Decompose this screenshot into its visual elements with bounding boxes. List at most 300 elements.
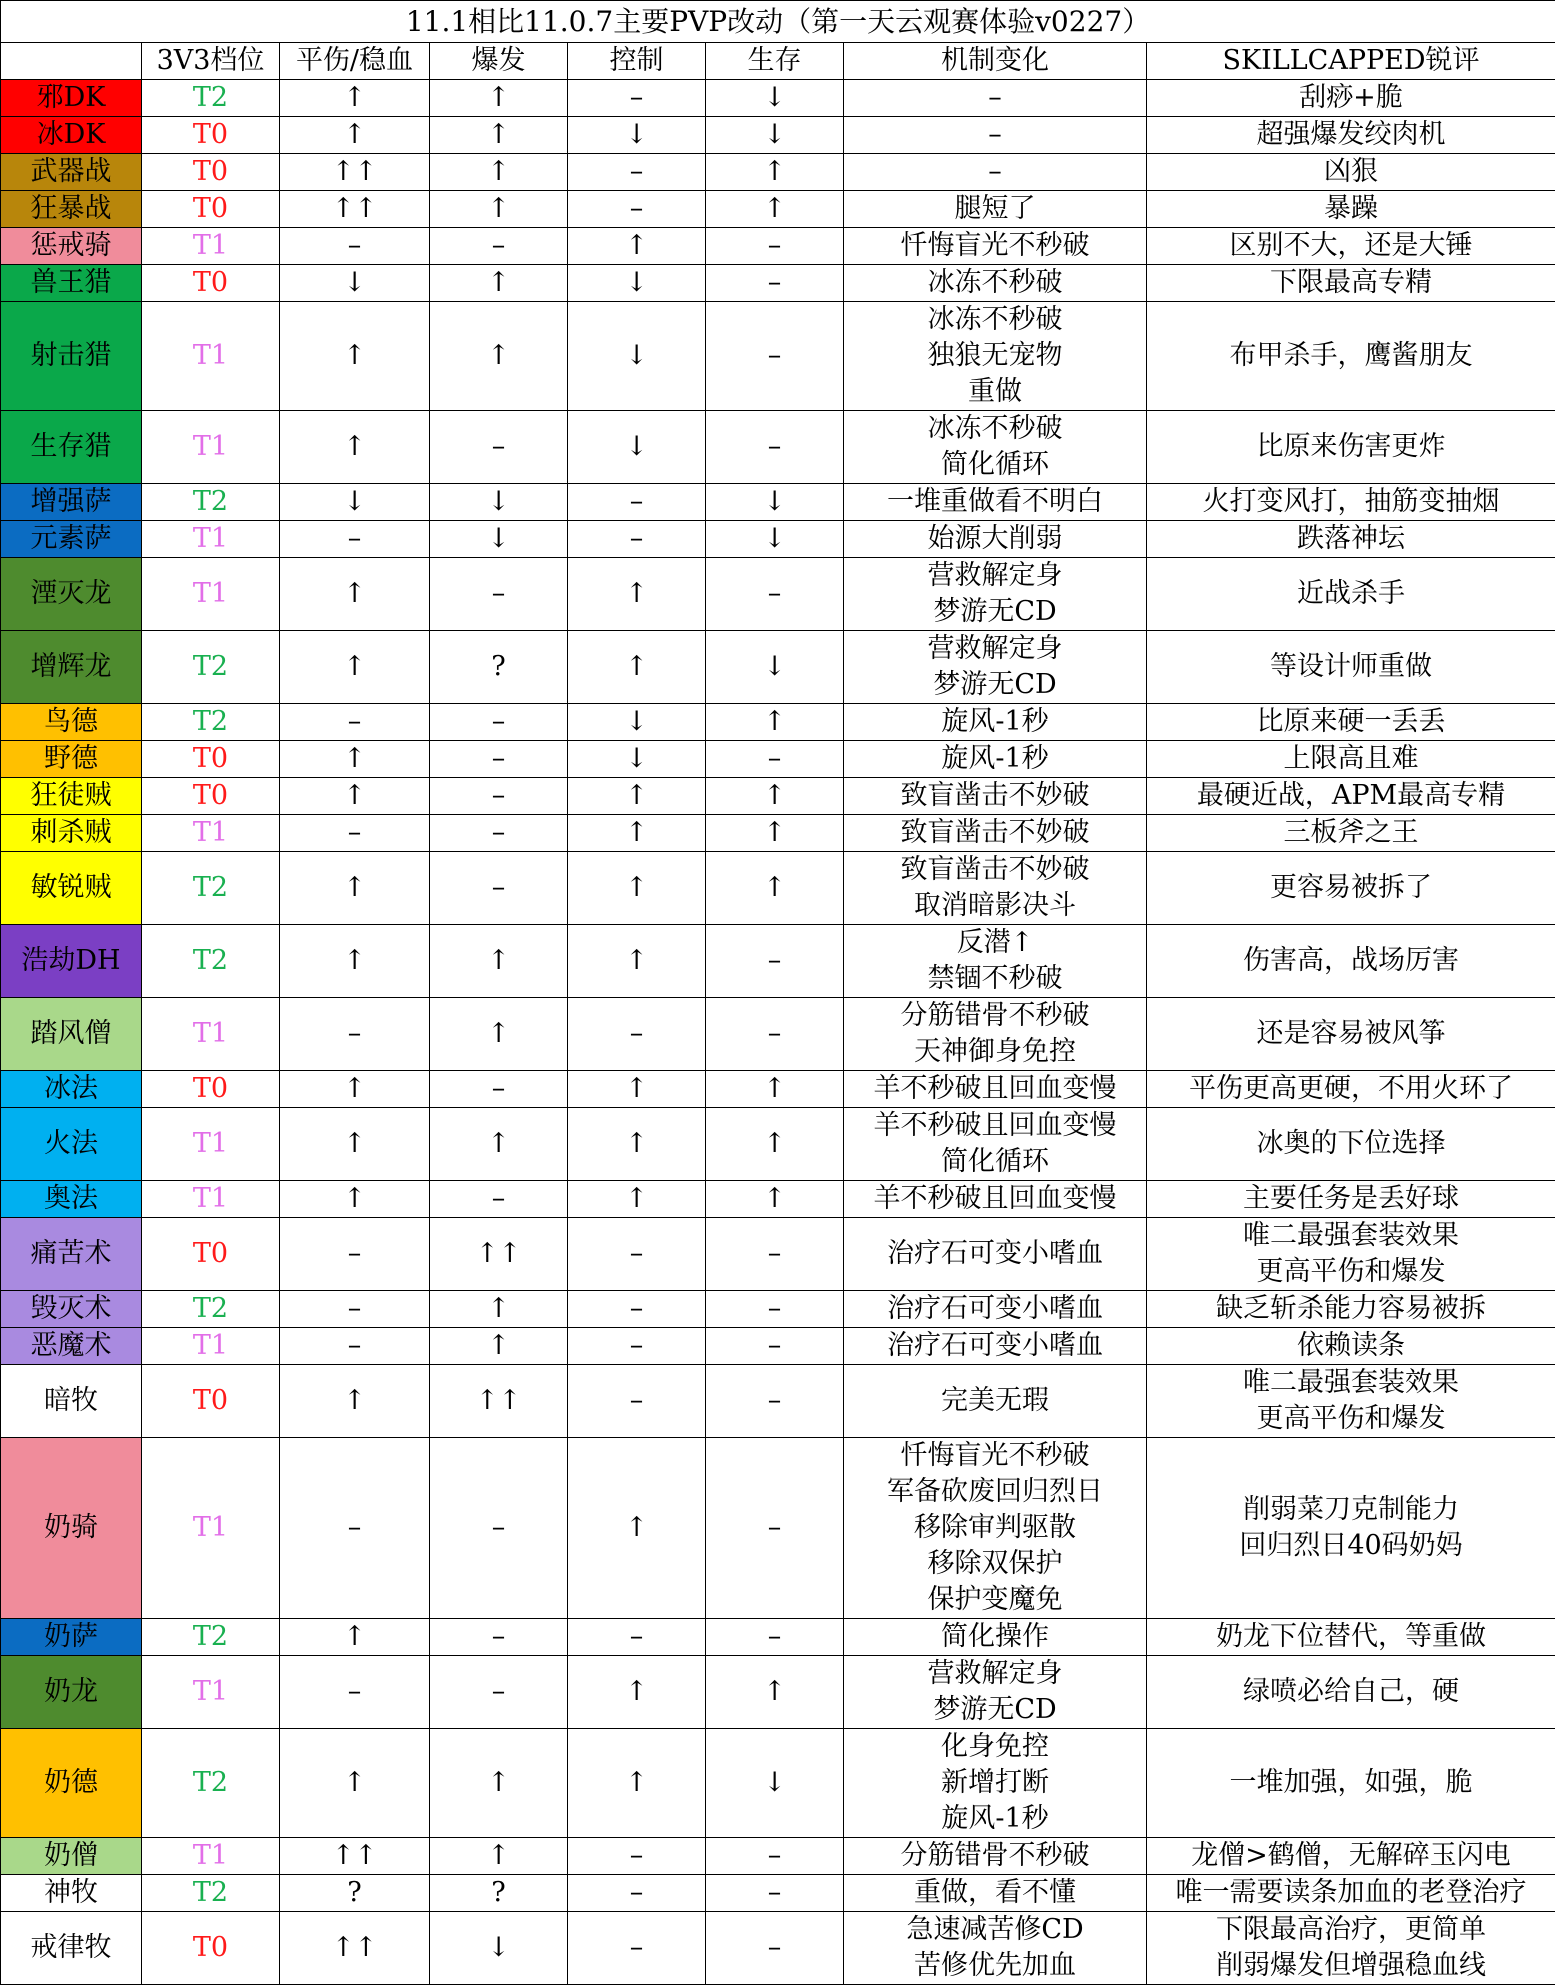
damage-cell: ↑ (280, 411, 430, 484)
tier-cell: T1 (142, 521, 280, 558)
burst-cell: – (430, 1619, 568, 1656)
tier-cell: T2 (142, 1875, 280, 1912)
control-cell: ↓ (568, 411, 706, 484)
control-cell: – (568, 1912, 706, 1985)
tier-cell: T2 (142, 852, 280, 925)
survival-cell: ↓ (706, 484, 844, 521)
tier-cell: T0 (142, 741, 280, 778)
mechanics-cell: 简化操作 (844, 1619, 1147, 1656)
table-row (1, 1838, 1555, 1875)
control-cell: ↑ (568, 1656, 706, 1729)
spec-cell: 狂徒贼 (1, 778, 142, 815)
control-cell: ↑ (568, 925, 706, 998)
damage-cell: ↑ (280, 1365, 430, 1438)
control-cell: ↑ (568, 1181, 706, 1218)
comment-cell: 更容易被拆了 (1147, 852, 1555, 925)
burst-cell: – (430, 228, 568, 265)
table-row (1, 815, 1555, 852)
mechanics-cell: 腿短了 (844, 191, 1147, 228)
damage-cell: ↑ (280, 558, 430, 631)
survival-cell: – (706, 1328, 844, 1365)
tier-cell: T2 (142, 704, 280, 741)
burst-cell: ↑ (430, 1838, 568, 1875)
control-cell: – (568, 998, 706, 1071)
table-row (1, 998, 1555, 1071)
control-cell: – (568, 1875, 706, 1912)
burst-cell: – (430, 411, 568, 484)
mechanics-cell: 冰冻不秒破 独狼无宠物 重做 (844, 302, 1147, 411)
burst-cell: ↑ (430, 265, 568, 302)
damage-cell: ↑ (280, 925, 430, 998)
mechanics-cell: 致盲凿击不妙破 (844, 815, 1147, 852)
spec-cell: 刺杀贼 (1, 815, 142, 852)
table-row (1, 228, 1555, 265)
comment-cell: 绿喷必给自己，硬 (1147, 1656, 1555, 1729)
table-row (1, 265, 1555, 302)
spec-cell: 踏风僧 (1, 998, 142, 1071)
survival-cell: ↑ (706, 154, 844, 191)
spec-cell: 狂暴战 (1, 191, 142, 228)
table-row (1, 191, 1555, 228)
comment-cell: 比原来硬一丢丢 (1147, 704, 1555, 741)
tier-cell: T1 (142, 1656, 280, 1729)
control-cell: ↑ (568, 815, 706, 852)
spec-cell: 湮灭龙 (1, 558, 142, 631)
table-row (1, 741, 1555, 778)
comment-cell: 等设计师重做 (1147, 631, 1555, 704)
survival-cell: – (706, 1365, 844, 1438)
survival-cell: – (706, 228, 844, 265)
comment-cell: 三板斧之王 (1147, 815, 1555, 852)
damage-cell: ↑ (280, 117, 430, 154)
tier-cell: T0 (142, 1218, 280, 1291)
comment-cell: 刮痧+脆 (1147, 80, 1555, 117)
damage-cell: – (280, 815, 430, 852)
spec-cell: 戒律牧 (1, 1912, 142, 1985)
survival-cell: – (706, 1838, 844, 1875)
control-cell: – (568, 484, 706, 521)
tier-cell: T1 (142, 998, 280, 1071)
comment-cell: 缺乏斩杀能力容易被拆 (1147, 1291, 1555, 1328)
comment-cell: 超强爆发绞肉机 (1147, 117, 1555, 154)
control-cell: – (568, 80, 706, 117)
comment-cell: 唯二最强套装效果 更高平伤和爆发 (1147, 1365, 1555, 1438)
control-cell: – (568, 1619, 706, 1656)
control-cell: ↑ (568, 558, 706, 631)
mechanics-cell: 营救解定身 梦游无CD (844, 1656, 1147, 1729)
damage-cell: – (280, 998, 430, 1071)
damage-cell: ↑ (280, 1619, 430, 1656)
tier-cell: T0 (142, 1071, 280, 1108)
damage-cell: ? (280, 1875, 430, 1912)
header-tier: 3V3档位 (142, 43, 280, 80)
spec-cell: 痛苦术 (1, 1218, 142, 1291)
survival-cell: – (706, 265, 844, 302)
comment-cell: 唯一需要读条加血的老登治疗 (1147, 1875, 1555, 1912)
comment-cell: 火打变风打，抽筋变抽烟 (1147, 484, 1555, 521)
spec-cell: 惩戒骑 (1, 228, 142, 265)
spec-cell: 邪DK (1, 80, 142, 117)
tier-cell: T1 (142, 1108, 280, 1181)
tier-cell: T2 (142, 1291, 280, 1328)
spec-cell: 武器战 (1, 154, 142, 191)
control-cell: – (568, 1291, 706, 1328)
burst-cell: – (430, 815, 568, 852)
survival-cell: ↑ (706, 1181, 844, 1218)
survival-cell: ↑ (706, 852, 844, 925)
spec-cell: 增辉龙 (1, 631, 142, 704)
survival-cell: – (706, 1912, 844, 1985)
comment-cell: 区别不大，还是大锤 (1147, 228, 1555, 265)
tier-cell: T1 (142, 302, 280, 411)
control-cell: ↓ (568, 704, 706, 741)
header-mechanics: 机制变化 (844, 43, 1147, 80)
mechanics-cell: 忏悔盲光不秒破 (844, 228, 1147, 265)
control-cell: – (568, 191, 706, 228)
table-row (1, 1875, 1555, 1912)
tier-cell: T1 (142, 1181, 280, 1218)
survival-cell: ↑ (706, 1656, 844, 1729)
spec-cell: 奶骑 (1, 1438, 142, 1619)
control-cell: ↑ (568, 1438, 706, 1619)
mechanics-cell: 分筋错骨不秒破 (844, 1838, 1147, 1875)
survival-cell: ↓ (706, 1729, 844, 1838)
table-row (1, 484, 1555, 521)
damage-cell: – (280, 521, 430, 558)
header-spec (1, 43, 142, 80)
control-cell: ↑ (568, 852, 706, 925)
tier-cell: T1 (142, 815, 280, 852)
header-control: 控制 (568, 43, 706, 80)
comment-cell: 下限最高治疗，更简单 削弱爆发但增强稳血线 (1147, 1912, 1555, 1985)
mechanics-cell: 冰冻不秒破 简化循环 (844, 411, 1147, 484)
survival-cell: – (706, 302, 844, 411)
tier-cell: T2 (142, 1619, 280, 1656)
burst-cell: ↑ (430, 302, 568, 411)
control-cell: ↓ (568, 302, 706, 411)
comment-cell: 近战杀手 (1147, 558, 1555, 631)
mechanics-cell: 化身免控 新增打断 旋风-1秒 (844, 1729, 1147, 1838)
spec-cell: 恶魔术 (1, 1328, 142, 1365)
table-row (1, 302, 1555, 411)
table-row (1, 1729, 1555, 1838)
comment-cell: 平伤更高更硬，不用火环了 (1147, 1071, 1555, 1108)
tier-cell: T2 (142, 925, 280, 998)
table-row (1, 411, 1555, 484)
survival-cell: ↓ (706, 80, 844, 117)
comment-cell: 一堆加强，如强，脆 (1147, 1729, 1555, 1838)
damage-cell: ↑ (280, 80, 430, 117)
mechanics-cell: 治疗石可变小嗜血 (844, 1328, 1147, 1365)
tier-cell: T1 (142, 558, 280, 631)
table-row (1, 117, 1555, 154)
spec-cell: 冰法 (1, 1071, 142, 1108)
survival-cell: – (706, 741, 844, 778)
header-damage: 平伤/稳血 (280, 43, 430, 80)
comment-cell: 还是容易被风筝 (1147, 998, 1555, 1071)
damage-cell: – (280, 228, 430, 265)
mechanics-cell: 始源大削弱 (844, 521, 1147, 558)
survival-cell: – (706, 998, 844, 1071)
tier-cell: T2 (142, 1729, 280, 1838)
mechanics-cell: 治疗石可变小嗜血 (844, 1291, 1147, 1328)
burst-cell: ↓ (430, 1912, 568, 1985)
comment-cell: 跌落神坛 (1147, 521, 1555, 558)
spec-cell: 暗牧 (1, 1365, 142, 1438)
burst-cell: ↑ (430, 80, 568, 117)
tier-cell: T1 (142, 1838, 280, 1875)
tier-cell: T1 (142, 1438, 280, 1619)
damage-cell: – (280, 1328, 430, 1365)
table-row (1, 80, 1555, 117)
burst-cell: – (430, 704, 568, 741)
survival-cell: ↑ (706, 815, 844, 852)
table-row (1, 1181, 1555, 1218)
spec-cell: 生存猎 (1, 411, 142, 484)
survival-cell: ↓ (706, 631, 844, 704)
damage-cell: ↑ (280, 1181, 430, 1218)
burst-cell: ↑ (430, 117, 568, 154)
comment-cell: 依赖读条 (1147, 1328, 1555, 1365)
burst-cell: – (430, 1071, 568, 1108)
mechanics-cell: 致盲凿击不妙破 取消暗影决斗 (844, 852, 1147, 925)
mechanics-cell: 重做，看不懂 (844, 1875, 1147, 1912)
tier-cell: T0 (142, 778, 280, 815)
table-row (1, 1656, 1555, 1729)
burst-cell: – (430, 1438, 568, 1619)
table-row (1, 925, 1555, 998)
control-cell: – (568, 1365, 706, 1438)
spec-cell: 毁灭术 (1, 1291, 142, 1328)
spec-cell: 神牧 (1, 1875, 142, 1912)
burst-cell: ↑ (430, 1328, 568, 1365)
burst-cell: ↑ (430, 998, 568, 1071)
burst-cell: ↓ (430, 484, 568, 521)
mechanics-cell: – (844, 117, 1147, 154)
burst-cell: ↑ (430, 1108, 568, 1181)
tier-cell: T2 (142, 484, 280, 521)
survival-cell: ↑ (706, 191, 844, 228)
spec-cell: 兽王猎 (1, 265, 142, 302)
comment-cell: 龙僧>鹤僧，无解碎玉闪电 (1147, 1838, 1555, 1875)
survival-cell: – (706, 1619, 844, 1656)
survival-cell: ↑ (706, 704, 844, 741)
mechanics-cell: 羊不秒破且回血变慢 (844, 1181, 1147, 1218)
comment-cell: 暴躁 (1147, 191, 1555, 228)
burst-cell: – (430, 778, 568, 815)
table-row (1, 521, 1555, 558)
mechanics-cell: 分筋错骨不秒破 天神御身免控 (844, 998, 1147, 1071)
table-row (1, 1291, 1555, 1328)
spec-cell: 浩劫DH (1, 925, 142, 998)
burst-cell: – (430, 1181, 568, 1218)
table-row (1, 1108, 1555, 1181)
control-cell: – (568, 1328, 706, 1365)
comment-cell: 奶龙下位替代，等重做 (1147, 1619, 1555, 1656)
mechanics-cell: 羊不秒破且回血变慢 (844, 1071, 1147, 1108)
damage-cell: – (280, 704, 430, 741)
damage-cell: ↑↑ (280, 1838, 430, 1875)
mechanics-cell: – (844, 80, 1147, 117)
control-cell: ↑ (568, 1108, 706, 1181)
table-row (1, 852, 1555, 925)
damage-cell: – (280, 1438, 430, 1619)
header-survival: 生存 (706, 43, 844, 80)
spec-cell: 火法 (1, 1108, 142, 1181)
damage-cell: – (280, 1218, 430, 1291)
damage-cell: ↓ (280, 484, 430, 521)
burst-cell: – (430, 1656, 568, 1729)
mechanics-cell: 反潜↑ 禁锢不秒破 (844, 925, 1147, 998)
comment-cell: 最硬近战，APM最高专精 (1147, 778, 1555, 815)
survival-cell: – (706, 925, 844, 998)
control-cell: – (568, 521, 706, 558)
damage-cell: ↑↑ (280, 1912, 430, 1985)
table-row (1, 154, 1555, 191)
comment-cell: 布甲杀手，鹰酱朋友 (1147, 302, 1555, 411)
burst-cell: ↑ (430, 154, 568, 191)
table-row (1, 631, 1555, 704)
damage-cell: ↑ (280, 302, 430, 411)
damage-cell: ↑ (280, 741, 430, 778)
survival-cell: – (706, 1875, 844, 1912)
control-cell: ↑ (568, 631, 706, 704)
table-row (1, 1438, 1555, 1619)
damage-cell: ↑ (280, 1108, 430, 1181)
tier-cell: T0 (142, 191, 280, 228)
damage-cell: – (280, 1291, 430, 1328)
mechanics-cell: 羊不秒破且回血变慢 简化循环 (844, 1108, 1147, 1181)
table-row (1, 778, 1555, 815)
tier-cell: T0 (142, 154, 280, 191)
control-cell: ↓ (568, 741, 706, 778)
comment-cell: 伤害高，战场厉害 (1147, 925, 1555, 998)
mechanics-cell: 急速减苦修CD 苦修优先加血 (844, 1912, 1147, 1985)
damage-cell: ↓ (280, 265, 430, 302)
mechanics-cell: 忏悔盲光不秒破 军备砍废回归烈日 移除审判驱散 移除双保护 保护变魔免 (844, 1438, 1147, 1619)
comment-cell: 冰奥的下位选择 (1147, 1108, 1555, 1181)
sheet-title: 11.1相比11.0.7主要PVP改动（第一天云观赛体验v0227） (1, 1, 1555, 43)
comment-cell: 上限高且难 (1147, 741, 1555, 778)
spec-cell: 奶龙 (1, 1656, 142, 1729)
table-row (1, 558, 1555, 631)
burst-cell: ↑↑ (430, 1365, 568, 1438)
tier-cell: T0 (142, 1365, 280, 1438)
damage-cell: ↑ (280, 1729, 430, 1838)
comment-cell: 削弱菜刀克制能力 回归烈日40码奶妈 (1147, 1438, 1555, 1619)
survival-cell: – (706, 1438, 844, 1619)
table-row (1, 1328, 1555, 1365)
control-cell: – (568, 1218, 706, 1291)
tier-cell: T1 (142, 228, 280, 265)
survival-cell: ↓ (706, 521, 844, 558)
damage-cell: ↑ (280, 631, 430, 704)
burst-cell: ↑ (430, 1729, 568, 1838)
title-row (1, 1, 1555, 43)
header-comment: SKILLCAPPED锐评 (1147, 43, 1555, 80)
burst-cell: – (430, 558, 568, 631)
mechanics-cell: 旋风-1秒 (844, 741, 1147, 778)
mechanics-cell: – (844, 154, 1147, 191)
damage-cell: ↑ (280, 778, 430, 815)
mechanics-cell: 完美无瑕 (844, 1365, 1147, 1438)
spec-cell: 冰DK (1, 117, 142, 154)
comment-cell: 凶狠 (1147, 154, 1555, 191)
table-row (1, 1071, 1555, 1108)
spec-cell: 奶德 (1, 1729, 142, 1838)
header-burst: 爆发 (430, 43, 568, 80)
tier-cell: T2 (142, 80, 280, 117)
burst-cell: ? (430, 631, 568, 704)
survival-cell: – (706, 558, 844, 631)
header-row (1, 43, 1555, 80)
control-cell: – (568, 154, 706, 191)
mechanics-cell: 冰冻不秒破 (844, 265, 1147, 302)
table-row (1, 1912, 1555, 1985)
spec-cell: 增强萨 (1, 484, 142, 521)
survival-cell: ↓ (706, 117, 844, 154)
table-row (1, 1365, 1555, 1438)
damage-cell: ↑↑ (280, 154, 430, 191)
table-row (1, 704, 1555, 741)
mechanics-cell: 一堆重做看不明白 (844, 484, 1147, 521)
survival-cell: – (706, 1218, 844, 1291)
comment-cell: 比原来伤害更炸 (1147, 411, 1555, 484)
spec-cell: 射击猎 (1, 302, 142, 411)
damage-cell: – (280, 1656, 430, 1729)
burst-cell: ↑ (430, 191, 568, 228)
spec-cell: 鸟德 (1, 704, 142, 741)
burst-cell: ↑ (430, 925, 568, 998)
survival-cell: ↑ (706, 778, 844, 815)
tier-cell: T0 (142, 117, 280, 154)
burst-cell: ↑↑ (430, 1218, 568, 1291)
spec-cell: 奶萨 (1, 1619, 142, 1656)
survival-cell: – (706, 411, 844, 484)
table-row (1, 1218, 1555, 1291)
comment-cell: 唯二最强套装效果 更高平伤和爆发 (1147, 1218, 1555, 1291)
control-cell: – (568, 1838, 706, 1875)
damage-cell: ↑↑ (280, 191, 430, 228)
control-cell: ↓ (568, 117, 706, 154)
tier-cell: T1 (142, 1328, 280, 1365)
burst-cell: ↑ (430, 1291, 568, 1328)
tier-cell: T0 (142, 265, 280, 302)
spec-cell: 奶僧 (1, 1838, 142, 1875)
mechanics-cell: 旋风-1秒 (844, 704, 1147, 741)
survival-cell: ↑ (706, 1071, 844, 1108)
control-cell: ↑ (568, 1729, 706, 1838)
table-row (1, 1619, 1555, 1656)
spec-cell: 元素萨 (1, 521, 142, 558)
spec-cell: 野德 (1, 741, 142, 778)
spec-cell: 奥法 (1, 1181, 142, 1218)
mechanics-cell: 营救解定身 梦游无CD (844, 558, 1147, 631)
mechanics-cell: 营救解定身 梦游无CD (844, 631, 1147, 704)
burst-cell: ↓ (430, 521, 568, 558)
tier-cell: T1 (142, 411, 280, 484)
mechanics-cell: 治疗石可变小嗜血 (844, 1218, 1147, 1291)
control-cell: ↑ (568, 1071, 706, 1108)
control-cell: ↑ (568, 228, 706, 265)
tier-cell: T2 (142, 631, 280, 704)
burst-cell: – (430, 852, 568, 925)
damage-cell: ↑ (280, 852, 430, 925)
tier-cell: T0 (142, 1912, 280, 1985)
spec-cell: 敏锐贼 (1, 852, 142, 925)
survival-cell: – (706, 1291, 844, 1328)
burst-cell: ? (430, 1875, 568, 1912)
